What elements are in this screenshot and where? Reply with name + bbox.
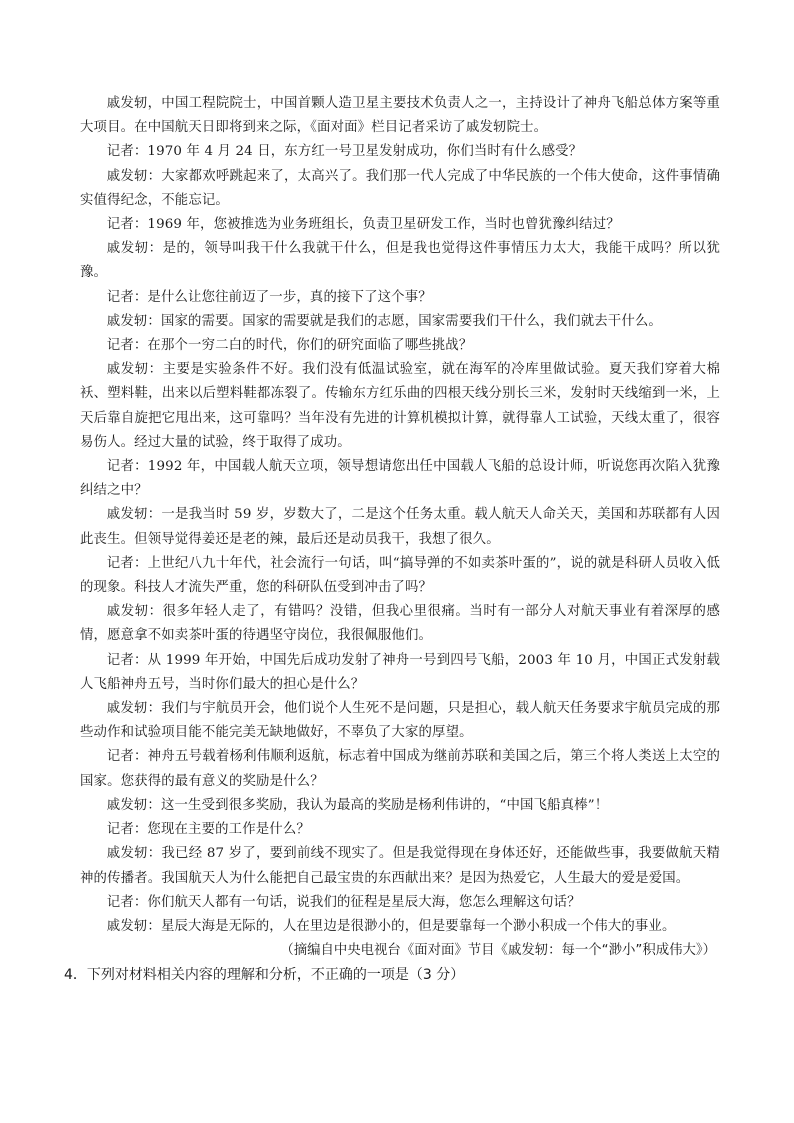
paragraph-question: 记者：1970 年 4 月 24 日，东方红一号卫星发射成功，你们当时有什么感受？ bbox=[106, 144, 583, 160]
paragraph-question: 记者：你们航天人都有一句话，说我们的征程是星辰大海，您怎么理解这句话？ bbox=[106, 894, 581, 910]
source-citation: （摘编自中央电视台《面对面》节目《戚发轫：每一个“渺小”积成伟大》） bbox=[280, 943, 716, 959]
paragraph-question: 记者：上世纪八九十年代，社会流行一句话，叫“搞导弹的不如卖茶叶蛋的”，说的就是科研人员收入低的现象。科技人才流失严重，您的科研队伍受到冲击了吗？ bbox=[80, 555, 720, 596]
paragraph-answer: 戚发轫：主要是实验条件不好。我们没有低温试验室，就在海军的冷库里做试验。夏天我们穿着大棉袄、塑料鞋，出来以后塑料鞋都冻裂了。传输东方红乐曲的四根天线分别长三米，发射时天线缩到一米，上天后靠自旋把它甩出来，这可靠吗？当年没有先进的计算机模拟计算，就得靠人工试验，天线太重了，很容易伤人。经过大量的试验，终于取得了成功。 bbox=[80, 362, 720, 450]
paragraph-question: 记者：是什么让您往前迈了一步，真的接下了这个事？ bbox=[106, 289, 432, 305]
paragraph-question: 记者：从 1999 年开始，中国先后成功发射了神舟一号到四号飞船，2003 年 10 月，中国正式发射载人飞船神舟五号，当时你们最大的担心是什么？ bbox=[80, 652, 720, 692]
paragraph-question: 记者：您现在主要的工作是什么？ bbox=[106, 822, 310, 838]
paragraph-answer: 戚发轫：一是我当时 59 岁，岁数大了，二是这个任务太重。载人航天人命关天，美国和苏联都有人因此丧生。但领导觉得姜还是老的辣，最后还是动员我干，我想了很久。 bbox=[80, 507, 720, 547]
paragraph-answer: 戚发轫：我已经 87 岁了，要到前线不现实了。但是我觉得现在身体还好，还能做些事，我要做航天精神的传播者。我国航天人为什么能把自己最宝贵的东西献出来？是因为热爱它，人生最大的爱是爱国。 bbox=[80, 846, 720, 886]
paragraph-intro: 戚发轫，中国工程院院士，中国首颗人造卫星主要技术负责人之一，主持设计了神舟飞船总体方案等重大项目。在中国航天日即将到来之际，《面对面》栏目记者采访了戚发轫院士。 bbox=[80, 96, 720, 136]
paragraph-answer: 戚发轫：国家的需要。国家的需要就是我们的志愿，国家需要我们干什么，我们就去干什么。 bbox=[106, 313, 662, 329]
paragraph-answer: 戚发轫：大家都欢呼跳起来了，太高兴了。我们那一代人完成了中华民族的一个伟大使命，这件事情确实值得纪念，不能忘记。 bbox=[80, 168, 720, 208]
paragraph-question: 记者：1992 年，中国载人航天立项，领导想请您出任中国载人飞船的总设计师，听说您再次陷入犹豫纠结之中？ bbox=[80, 459, 720, 499]
paragraph-answer: 戚发轫：是的，领导叫我干什么我就干什么，但是我也觉得这件事情压力太大，我能干成吗？所以犹豫。 bbox=[80, 241, 720, 281]
exam-question-4: 4．下列对材料相关内容的理解和分析，不正确的一项是（3 分） bbox=[64, 967, 465, 984]
paragraph-question: 记者：神舟五号载着杨利伟顺利返航，标志着中国成为继前苏联和美国之后，第三个将人类送上太空的国家。您获得的最有意义的奖励是什么？ bbox=[80, 749, 720, 789]
paragraph-question: 记者：在那个一穷二白的时代，你们的研究面临了哪些挑战？ bbox=[106, 338, 473, 354]
paragraph-answer: 戚发轫：我们与宇航员开会，他们说个人生死不是问题，只是担心，载人航天任务要求宇航员完成的那些动作和试验项目能不能完美无缺地做好，不辜负了大家的厚望。 bbox=[80, 701, 720, 741]
paragraph-answer: 戚发轫：这一生受到很多奖励，我认为最高的奖励是杨利伟讲的，“中国飞船真棒”！ bbox=[106, 797, 609, 813]
article-body bbox=[64, 92, 720, 987]
paragraph-answer: 戚发轫：星辰大海是无际的，人在里边是很渺小的，但是要靠每一个渺小积成一个伟大的事业。 bbox=[106, 918, 676, 934]
paragraph-question: 记者：1969 年，您被推选为业务班组长，负责卫星研发工作，当时也曾犹豫纠结过？ bbox=[106, 217, 620, 233]
paragraph-answer: 戚发轫：很多年轻人走了，有错吗？没错，但我心里很痛。当时有一部分人对航天事业有着深厚的感情，愿意拿不如卖茶叶蛋的待遇坚守岗位，我很佩服他们。 bbox=[80, 604, 720, 644]
